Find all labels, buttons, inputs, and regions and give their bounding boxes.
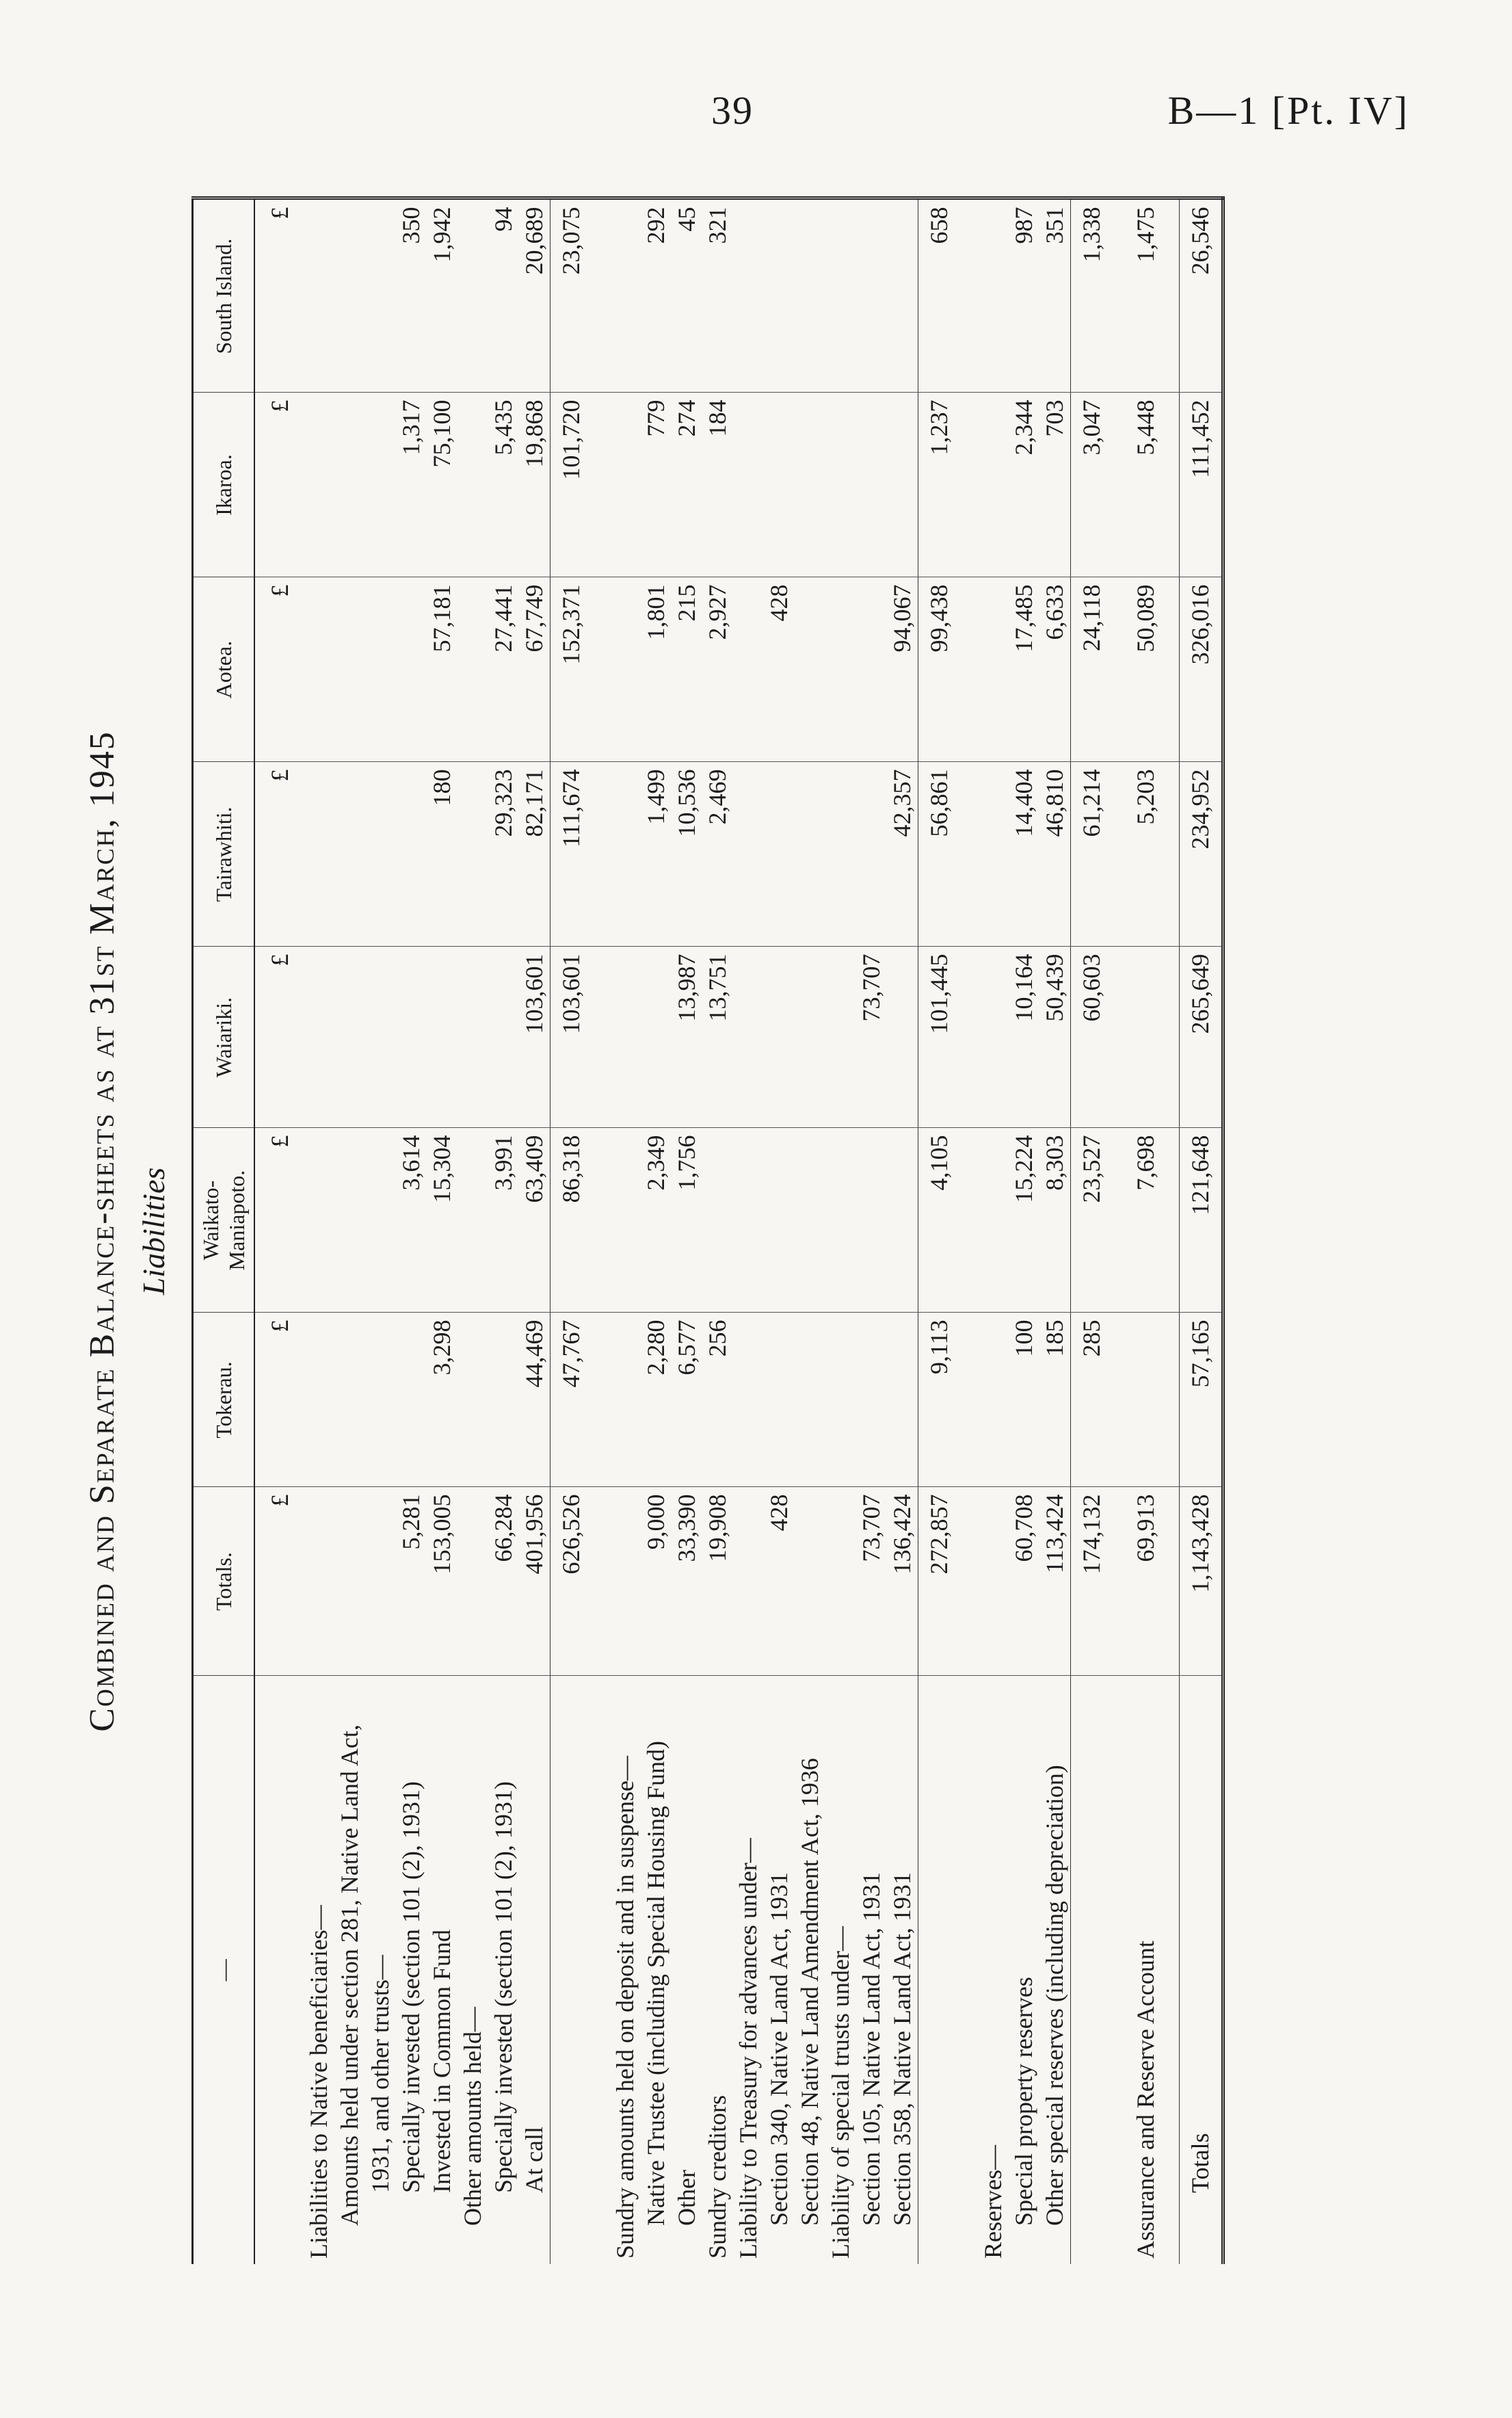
cell-value: 428 bbox=[764, 1487, 795, 1676]
cell-value bbox=[764, 198, 795, 393]
cell-value: 401,956 bbox=[519, 1487, 551, 1676]
subtotal-value: 101,445 bbox=[918, 947, 961, 1128]
cell-value bbox=[764, 1128, 795, 1313]
subtotal-value: 111,674 bbox=[551, 762, 593, 947]
subtotal-value: 152,371 bbox=[551, 577, 593, 762]
table-row bbox=[1009, 198, 1039, 2264]
col-header-waiariki: Waiariki. bbox=[193, 947, 255, 1128]
page-number: 39 bbox=[711, 88, 754, 133]
row-label: Sundry creditors bbox=[704, 2095, 731, 2259]
total-value: 1,143,428 bbox=[1180, 1487, 1223, 1676]
table-row bbox=[641, 198, 672, 2264]
row-label: Liability to Treasury for advances under— bbox=[734, 1838, 762, 2259]
table-row bbox=[672, 198, 702, 2264]
col-header-south-island: South Island. bbox=[193, 198, 255, 393]
cell-value: 5,203 bbox=[1130, 762, 1161, 947]
cell-value bbox=[795, 1313, 825, 1487]
cell-value bbox=[795, 577, 825, 762]
cell-value: 428 bbox=[764, 577, 795, 762]
cell-value: 1,756 bbox=[672, 1128, 702, 1313]
cell-value: 69,913 bbox=[1130, 1487, 1161, 1676]
cell-value: 3,991 bbox=[488, 1128, 519, 1313]
total-value: 57,165 bbox=[1180, 1313, 1223, 1487]
currency-symbol: £ bbox=[254, 1313, 304, 1487]
row-label: Section 340, Native Land Act, 1931 bbox=[765, 1872, 793, 2226]
cell-value: 5,435 bbox=[488, 393, 519, 577]
table-row bbox=[795, 198, 825, 2264]
cell-value: 185 bbox=[1039, 1313, 1071, 1487]
cell-value bbox=[396, 577, 427, 762]
table-row bbox=[1039, 198, 1071, 2264]
cell-value: 103,601 bbox=[519, 947, 551, 1128]
subtotal-value: 9,113 bbox=[918, 1313, 961, 1487]
header-row bbox=[193, 198, 255, 2264]
cell-value: 10,536 bbox=[672, 762, 702, 947]
cell-value: 10,164 bbox=[1009, 947, 1039, 1128]
cell-value: 350 bbox=[396, 198, 427, 393]
row-label: Special property reserves bbox=[1010, 1977, 1037, 2226]
subtotal-value: 3,047 bbox=[1071, 393, 1113, 577]
col-header-totals: Totals. bbox=[193, 1487, 255, 1676]
cell-value: 6,633 bbox=[1039, 577, 1071, 762]
subtotal-value: 1,237 bbox=[918, 393, 961, 577]
cell-value: 94,067 bbox=[887, 577, 918, 762]
cell-value bbox=[396, 762, 427, 947]
table-row bbox=[733, 198, 764, 2264]
row-label: Sundry amounts held on deposit and in suspense— bbox=[611, 1756, 639, 2259]
cell-value: 1,801 bbox=[641, 577, 672, 762]
currency-symbol: £ bbox=[254, 198, 304, 393]
currency-symbol: £ bbox=[254, 577, 304, 762]
row-label: Amounts held under section 281, Native Land Act, 1931, and other trusts— bbox=[336, 1724, 394, 2226]
total-value: 326,016 bbox=[1180, 577, 1223, 762]
currency-symbol: £ bbox=[254, 1128, 304, 1313]
subtotal-value: 4,105 bbox=[918, 1128, 961, 1313]
cell-value bbox=[856, 762, 887, 947]
table-row bbox=[427, 198, 457, 2264]
cell-value bbox=[887, 947, 918, 1128]
page-title: Combined and Separate Balance-sheets as at 31st March, 1945 bbox=[83, 731, 122, 1732]
cell-value: 46,810 bbox=[1039, 762, 1071, 947]
cell-value bbox=[887, 1128, 918, 1313]
cell-value: 50,439 bbox=[1039, 947, 1071, 1128]
cell-value bbox=[396, 1313, 427, 1487]
cell-value: 8,303 bbox=[1039, 1128, 1071, 1313]
row-label: Other special reserves (including depreciation) bbox=[1041, 1765, 1068, 2226]
cell-value bbox=[856, 393, 887, 577]
liabilities-table bbox=[191, 197, 1225, 2265]
subtotal-row bbox=[551, 198, 593, 2264]
subtotal-value: 23,075 bbox=[551, 198, 593, 393]
cell-value: 5,448 bbox=[1130, 393, 1161, 577]
subtotal-value: 174,132 bbox=[1071, 1487, 1113, 1676]
row-label: Assurance and Reserve Account bbox=[1132, 1941, 1159, 2259]
table-row bbox=[764, 198, 795, 2264]
cell-value: 66,284 bbox=[488, 1487, 519, 1676]
subtotal-value: 24,118 bbox=[1071, 577, 1113, 762]
col-header-aotea: Aotea. bbox=[193, 577, 255, 762]
cell-value: 20,689 bbox=[519, 198, 551, 393]
currency-symbol: £ bbox=[254, 1487, 304, 1676]
cell-value bbox=[427, 947, 457, 1128]
subtotal-value: 1,338 bbox=[1071, 198, 1113, 393]
cell-value bbox=[856, 1128, 887, 1313]
currency-symbol: £ bbox=[254, 393, 304, 577]
total-value: 234,952 bbox=[1180, 762, 1223, 947]
cell-value bbox=[764, 947, 795, 1128]
cell-value bbox=[795, 1487, 825, 1676]
table-row bbox=[304, 198, 334, 2264]
cell-value: 29,323 bbox=[488, 762, 519, 947]
subtotal-value: 101,720 bbox=[551, 393, 593, 577]
cell-value: 73,707 bbox=[856, 1487, 887, 1676]
cell-value: 94 bbox=[488, 198, 519, 393]
row-label: Native Trustee (including Special Housing Fund) bbox=[642, 1741, 669, 2226]
cell-value: 27,441 bbox=[488, 577, 519, 762]
cell-value: 45 bbox=[672, 198, 702, 393]
subtotal-value: 23,527 bbox=[1071, 1128, 1113, 1313]
subtotal-value: 47,767 bbox=[551, 1313, 593, 1487]
cell-value: 7,698 bbox=[1130, 1128, 1161, 1313]
cell-value: 3,298 bbox=[427, 1313, 457, 1487]
col-header-tokerau: Tokerau. bbox=[193, 1313, 255, 1487]
cell-value: 6,577 bbox=[672, 1313, 702, 1487]
cell-value bbox=[856, 198, 887, 393]
cell-value: 113,424 bbox=[1039, 1487, 1071, 1676]
cell-value: 33,390 bbox=[672, 1487, 702, 1676]
subtotal-value: 272,857 bbox=[918, 1487, 961, 1676]
cell-value bbox=[702, 1128, 733, 1313]
subtotal-value: 285 bbox=[1071, 1313, 1113, 1487]
rotated-balance-sheet bbox=[68, 198, 1402, 2264]
cell-value: 57,181 bbox=[427, 577, 457, 762]
cell-value: 2,469 bbox=[702, 762, 733, 947]
subtotal-value: 103,601 bbox=[551, 947, 593, 1128]
row-label: Liability of special trusts under— bbox=[827, 1926, 854, 2259]
cell-value: 13,751 bbox=[702, 947, 733, 1128]
cell-value: 82,171 bbox=[519, 762, 551, 947]
table-row bbox=[519, 198, 551, 2264]
cell-value: 351 bbox=[1039, 198, 1071, 393]
cell-value bbox=[795, 947, 825, 1128]
cell-value bbox=[887, 1313, 918, 1487]
cell-value: 50,089 bbox=[1130, 577, 1161, 762]
cell-value bbox=[795, 198, 825, 393]
subtotal-value: 56,861 bbox=[918, 762, 961, 947]
cell-value bbox=[795, 762, 825, 947]
total-value: 111,452 bbox=[1180, 393, 1223, 577]
cell-value: 180 bbox=[427, 762, 457, 947]
document-reference: B—1 [Pt. IV] bbox=[1167, 88, 1409, 133]
cell-value: 1,317 bbox=[396, 393, 427, 577]
cell-value: 15,304 bbox=[427, 1128, 457, 1313]
row-label: Invested in Common Fund bbox=[428, 1930, 455, 2193]
col-header-description: — bbox=[193, 1676, 255, 2264]
cell-value: 17,485 bbox=[1009, 577, 1039, 762]
cell-value: 987 bbox=[1009, 198, 1039, 393]
cell-value bbox=[396, 947, 427, 1128]
cell-value: 215 bbox=[672, 577, 702, 762]
grand-total-row bbox=[1180, 198, 1223, 2264]
cell-value: 256 bbox=[702, 1313, 733, 1487]
cell-value: 321 bbox=[702, 198, 733, 393]
section-subtitle: Liabilities bbox=[136, 1167, 171, 1296]
cell-value: 60,708 bbox=[1009, 1487, 1039, 1676]
row-label: Other bbox=[673, 2170, 700, 2226]
row-label: Section 48, Native Land Amendment Act, 1936 bbox=[796, 1758, 823, 2226]
row-label: Reserves— bbox=[979, 2145, 1007, 2259]
table-row bbox=[887, 198, 918, 2264]
cell-value bbox=[764, 393, 795, 577]
cell-value bbox=[856, 577, 887, 762]
cell-value bbox=[764, 762, 795, 947]
cell-value: 1,942 bbox=[427, 198, 457, 393]
cell-value bbox=[795, 1128, 825, 1313]
table-row bbox=[856, 198, 887, 2264]
table-row bbox=[825, 198, 856, 2264]
row-label: At call bbox=[520, 2127, 548, 2193]
table-row bbox=[488, 198, 519, 2264]
cell-value: 75,100 bbox=[427, 393, 457, 577]
cell-value: 292 bbox=[641, 198, 672, 393]
cell-value: 14,404 bbox=[1009, 762, 1039, 947]
cell-value: 5,281 bbox=[396, 1487, 427, 1676]
cell-value: 9,000 bbox=[641, 1487, 672, 1676]
col-header-tairawhiti: Tairawhiti. bbox=[193, 762, 255, 947]
row-label: Other amounts held— bbox=[459, 2007, 486, 2226]
currency-symbol: £ bbox=[254, 947, 304, 1128]
cell-value: 100 bbox=[1009, 1313, 1039, 1487]
row-label: Liabilities to Native beneficiaries— bbox=[305, 1905, 332, 2259]
cell-value bbox=[764, 1313, 795, 1487]
cell-value bbox=[887, 198, 918, 393]
currency-symbol: £ bbox=[254, 762, 304, 947]
cell-value: 2,344 bbox=[1009, 393, 1039, 577]
cell-value: 44,469 bbox=[519, 1313, 551, 1487]
row-label: Section 105, Native Land Act, 1931 bbox=[858, 1872, 885, 2226]
cell-value bbox=[488, 947, 519, 1128]
currency-row bbox=[254, 198, 304, 2264]
cell-value: 42,357 bbox=[887, 762, 918, 947]
subtotal-value: 99,438 bbox=[918, 577, 961, 762]
row-label: Specially invested (section 101 (2), 1931) bbox=[490, 1781, 517, 2193]
cell-value: 19,908 bbox=[702, 1487, 733, 1676]
cell-value: 67,749 bbox=[519, 577, 551, 762]
cell-value bbox=[1130, 1313, 1161, 1487]
table-row bbox=[702, 198, 733, 2264]
total-value: 121,648 bbox=[1180, 1128, 1223, 1313]
table-row bbox=[457, 198, 488, 2264]
subtotal-value: 61,214 bbox=[1071, 762, 1113, 947]
cell-value: 136,424 bbox=[887, 1487, 918, 1676]
cell-value: 2,349 bbox=[641, 1128, 672, 1313]
cell-value bbox=[856, 1313, 887, 1487]
cell-value: 1,475 bbox=[1130, 198, 1161, 393]
cell-value: 1,499 bbox=[641, 762, 672, 947]
table-row bbox=[978, 198, 1009, 2264]
col-header-waikato-maniapoto: Waikato-Maniapoto. bbox=[193, 1128, 255, 1313]
cell-value: 703 bbox=[1039, 393, 1071, 577]
subtotal-value: 86,318 bbox=[551, 1128, 593, 1313]
cell-value: 19,868 bbox=[519, 393, 551, 577]
row-label: Section 358, Native Land Act, 1931 bbox=[888, 1872, 916, 2226]
cell-value: 15,224 bbox=[1009, 1128, 1039, 1313]
cell-value: 63,409 bbox=[519, 1128, 551, 1313]
total-value: 265,649 bbox=[1180, 947, 1223, 1128]
row-label: Totals bbox=[1186, 2133, 1214, 2193]
cell-value: 73,707 bbox=[856, 947, 887, 1128]
cell-value: 3,614 bbox=[396, 1128, 427, 1313]
table-row bbox=[1130, 198, 1161, 2264]
col-header-ikaroa: Ikaroa. bbox=[193, 393, 255, 577]
cell-value: 153,005 bbox=[427, 1487, 457, 1676]
cell-value bbox=[488, 1313, 519, 1487]
table-row bbox=[334, 198, 396, 2264]
cell-value: 184 bbox=[702, 393, 733, 577]
row-label: Specially invested (section 101 (2), 1931) bbox=[397, 1781, 425, 2193]
subtotal-value: 60,603 bbox=[1071, 947, 1113, 1128]
table-row bbox=[610, 198, 641, 2264]
total-value: 26,546 bbox=[1180, 198, 1223, 393]
subtotal-row bbox=[918, 198, 961, 2264]
cell-value bbox=[887, 393, 918, 577]
cell-value: 274 bbox=[672, 393, 702, 577]
subtotal-row bbox=[1071, 198, 1113, 2264]
subtotal-value: 626,526 bbox=[551, 1487, 593, 1676]
cell-value bbox=[1130, 947, 1161, 1128]
cell-value bbox=[795, 393, 825, 577]
cell-value bbox=[641, 947, 672, 1128]
cell-value: 13,987 bbox=[672, 947, 702, 1128]
cell-value: 2,927 bbox=[702, 577, 733, 762]
subtotal-value: 658 bbox=[918, 198, 961, 393]
table-row bbox=[396, 198, 427, 2264]
cell-value: 2,280 bbox=[641, 1313, 672, 1487]
cell-value: 779 bbox=[641, 393, 672, 577]
